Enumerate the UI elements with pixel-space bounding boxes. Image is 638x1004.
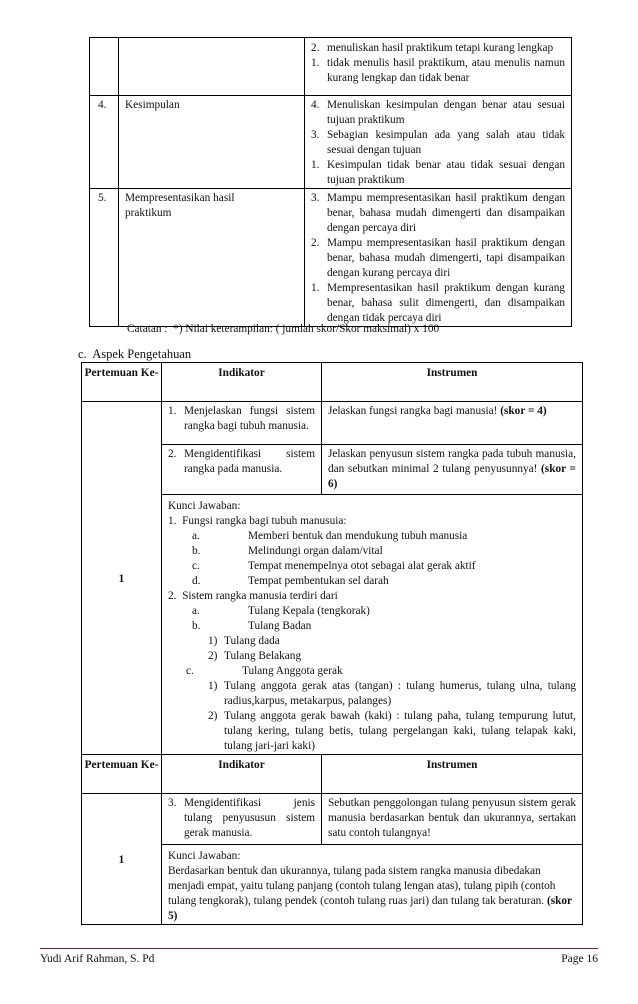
header-pertemuan: Pertemuan Ke- xyxy=(84,367,159,379)
section-heading: c. Aspek Pengetahuan xyxy=(78,347,192,361)
header-indikator: Indikator xyxy=(218,367,265,379)
footer-author: Yudi Arif Rahman, S. Pd xyxy=(40,953,155,965)
skill-rubric-table xyxy=(89,37,572,327)
pertemuan-number: 1 xyxy=(118,853,125,866)
instrumen-text: Sebutkan penggolongan tulang penyusun sistem gerak manusia berdasarkan bentuk dan ukurannya, sertakan satu contoh tulangnya! xyxy=(328,797,576,839)
question-1: 1. Fungsi rangka bagi tubuh manusuia: xyxy=(168,515,347,527)
rubric-row-presentasi xyxy=(90,189,572,327)
header-pertemuan: Pertemuan Ke- xyxy=(84,759,159,771)
footer-page-number: Page 16 xyxy=(561,953,598,965)
table-row: 1 3. Mengidentifikasi jenis tulang penyususun sistem gerak manusia. Sebutkan penggolongan tulang penyusun sistem gerak manusia berdasarkan bentuk dan ukurannya, sertakan satu contoh tulangnya! xyxy=(82,794,583,845)
header-instrumen: Instrumen xyxy=(426,759,478,771)
list-item: 1) Tulang dada xyxy=(208,635,280,647)
list-item: c. Tempat menempelnya otot sebagai alat gerak aktif xyxy=(192,560,476,572)
header-instrumen: Instrumen xyxy=(426,367,478,379)
table-header-row xyxy=(82,363,583,402)
list-item: 1) Tulang anggota gerak atas (tangan) : tulang humerus, tulang ulna, tulang radius,karpus, metakarpus, palanges) xyxy=(208,680,576,707)
rubric-aspect-cell xyxy=(119,38,305,96)
instrumen-text: Jelaskan fungsi rangka bagi manusia! (skor = 4) xyxy=(328,405,547,417)
rubric-row-kesimpulan xyxy=(90,96,572,189)
list-item: b. Tulang Badan xyxy=(192,620,312,632)
aspect-label: Kesimpulan xyxy=(125,99,180,111)
list-item: 4. Menuliskan kesimpulan dengan benar atau sesuai tujuan praktikum xyxy=(311,99,565,126)
instrumen-text: Jelaskan penyusun sistem rangka pada tubuh manusia, dan sebutkan minimal 2 tulang penyusunnya! (skor = 6) xyxy=(328,448,576,490)
answer-key-text: Berdasarkan bentuk dan ukurannya, tulang pada sistem rangka manusia dibedakan menjadi empat, yaitu tulang panjang (contoh tulang lengan atas), tulang pipih (contoh tulang tengkorak), tulang pendek (contoh tulang ruas jari) dan tulang tak beraturan. (skor 5) xyxy=(168,865,572,922)
rubric-no-cell xyxy=(90,38,119,96)
row-number: 5. xyxy=(98,192,107,204)
list-item: 1. tidak menulis hasil praktikum, atau menulis namun kurang lengkap dan tidak benar xyxy=(311,57,565,84)
indikator-text: Menjelaskan fungsi sistem rangka bagi tubuh manusia. xyxy=(184,405,315,432)
indikator-text: Mengidentifikasi jenis tulang penyususun sistem gerak manusia. xyxy=(184,797,315,839)
list-item: 3. Sebagian kesimpulan ada yang salah atau tidak sesuai dengan tujuan xyxy=(311,129,565,156)
list-item: c. Tulang Anggota gerak xyxy=(186,665,343,677)
knowledge-table xyxy=(81,362,583,925)
rubric-row-continued xyxy=(90,38,572,96)
aspect-label: Mempresentasikan hasil praktikum xyxy=(125,192,235,219)
table-row: 2. Mengidentifikasi sistem rangka pada manusia. Jelaskan penyusun sistem rangka pada tubuh manusia, dan sebutkan minimal 2 tulang penyusunnya! (skor = 6) xyxy=(82,445,583,495)
indikator-text: Mengidentifikasi sistem rangka pada manusia. xyxy=(184,448,315,475)
answer-key-title: Kunci Jawaban: xyxy=(168,500,241,512)
table-header-row xyxy=(82,755,583,794)
list-item: b. Melindungi organ dalam/vital xyxy=(192,545,383,557)
list-item: 3. Mampu mempresentasikan hasil praktikum dengan benar, bahasa mudah dimengerti dan disampaikan dengan percaya diri xyxy=(311,192,565,234)
footer-divider xyxy=(40,948,598,949)
list-item: a. Memberi bentuk dan mendukung tubuh manusia xyxy=(192,530,468,542)
table-row: 1 1. Menjelaskan fungsi sistem rangka bagi tubuh manusia. Jelaskan fungsi rangka bagi manusia! (skor = 4) xyxy=(82,402,583,445)
list-item: 2. menuliskan hasil praktikum tetapi kurang lengkap xyxy=(311,42,554,54)
catatan-note: Catatan : *) Nilai keterampilan: ( jumlah skor/Skor maksimal) x 100 xyxy=(127,323,440,335)
row-number: 4. xyxy=(98,99,107,111)
rubric-criteria-cell xyxy=(305,38,572,96)
pertemuan-number: 1 xyxy=(118,572,125,585)
list-item: 2. Mampu mempresentasikan hasil praktikum dengan benar, bahasa mudah dimengerti, tapi disampaikan dengan kurang percaya diri xyxy=(311,237,565,279)
header-indikator: Indikator xyxy=(218,759,265,771)
list-item: 1. Kesimpulan tidak benar atau tidak sesuai dengan tujuan praktikum xyxy=(311,159,565,186)
list-item: 1. Mempresentasikan hasil praktikum dengan kurang benar, bahasa sulit dimengerti, dan disampaikan dengan tidak percaya diri xyxy=(311,282,565,324)
list-item: d. Tempat pembentukan sel darah xyxy=(192,575,389,587)
list-item: a. Tulang Kepala (tengkorak) xyxy=(192,605,370,617)
answer-key xyxy=(162,495,582,754)
question-2: 2. Sistem rangka manusia terdiri dari xyxy=(168,590,338,602)
answer-key-title: Kunci Jawaban: xyxy=(168,850,241,862)
list-item: 2) Tulang anggota gerak bawah (kaki) : tulang paha, tulang tempurung lutut, tulang kering, tulang betis, tulang pergelangan kaki, tulang telapak kaki, tulang jari-jari kaki) xyxy=(208,710,576,752)
answer-key xyxy=(162,845,582,924)
list-item: 2) Tulang Belakang xyxy=(208,650,302,662)
